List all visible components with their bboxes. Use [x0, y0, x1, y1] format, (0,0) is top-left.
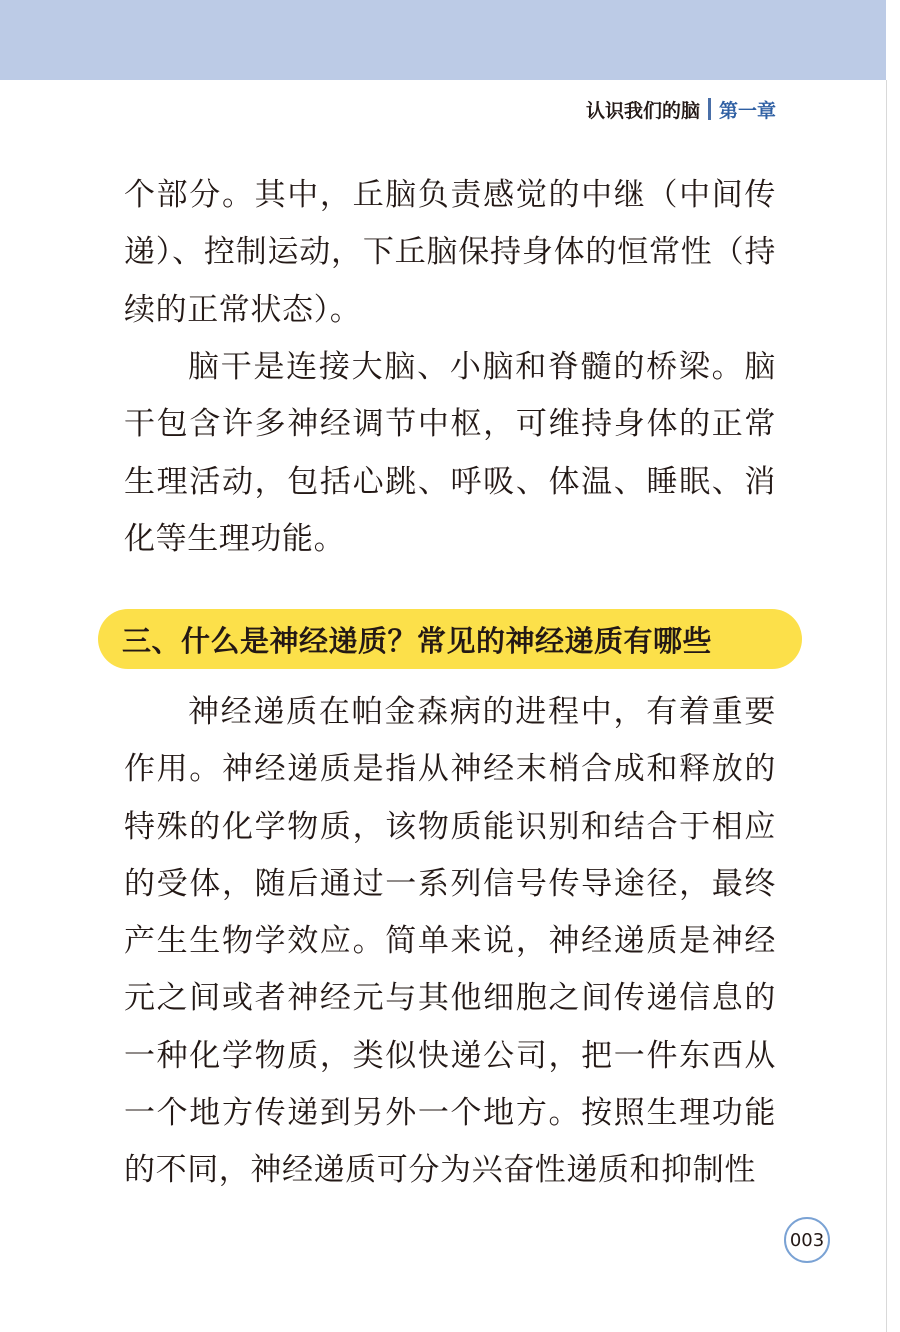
body-paragraph: 脑干是连接大脑、小脑和脊髓的桥梁。脑干包含许多神经调节中枢，可维持身体的正常生理活动，包括心跳、呼吸、体温、睡眠、消化等生理功能。	[124, 349, 776, 557]
header-divider	[708, 98, 711, 120]
body-paragraph: 个部分。其中，丘脑负责感觉的中继（中间传递）、控制运动，下丘脑保持身体的恒常性（持续的正常状态）。	[124, 177, 776, 328]
body-paragraph: 神经递质在帕金森病的进程中，有着重要作用。神经递质是指从神经末梢合成和释放的特殊的化学物质，该物质能识别和结合于相应的受体，随后通过一系列信号传导途径，最终产生生物学效应。简单来说，神经递质是神经元之间或者神经元与其他细胞之间传递信息的一种化学物质，类似快递公司，把一件东西从一个地方传递到另外一个地方。按照生理功能的不同，神经递质可分为兴奋性递质和抑制性	[124, 694, 776, 1189]
chapter-label: 第一章	[718, 99, 776, 122]
top-color-band	[0, 0, 900, 80]
page-edge-strip	[886, 0, 900, 80]
page-number: 003	[784, 1217, 830, 1263]
section-heading-banner	[98, 609, 802, 669]
book-title: 认识我们的脑	[585, 99, 700, 122]
page-edge-rule	[886, 80, 887, 1332]
section-heading: 三、什么是神经递质？常见的神经递质有哪些	[122, 623, 713, 658]
running-header	[586, 94, 776, 124]
